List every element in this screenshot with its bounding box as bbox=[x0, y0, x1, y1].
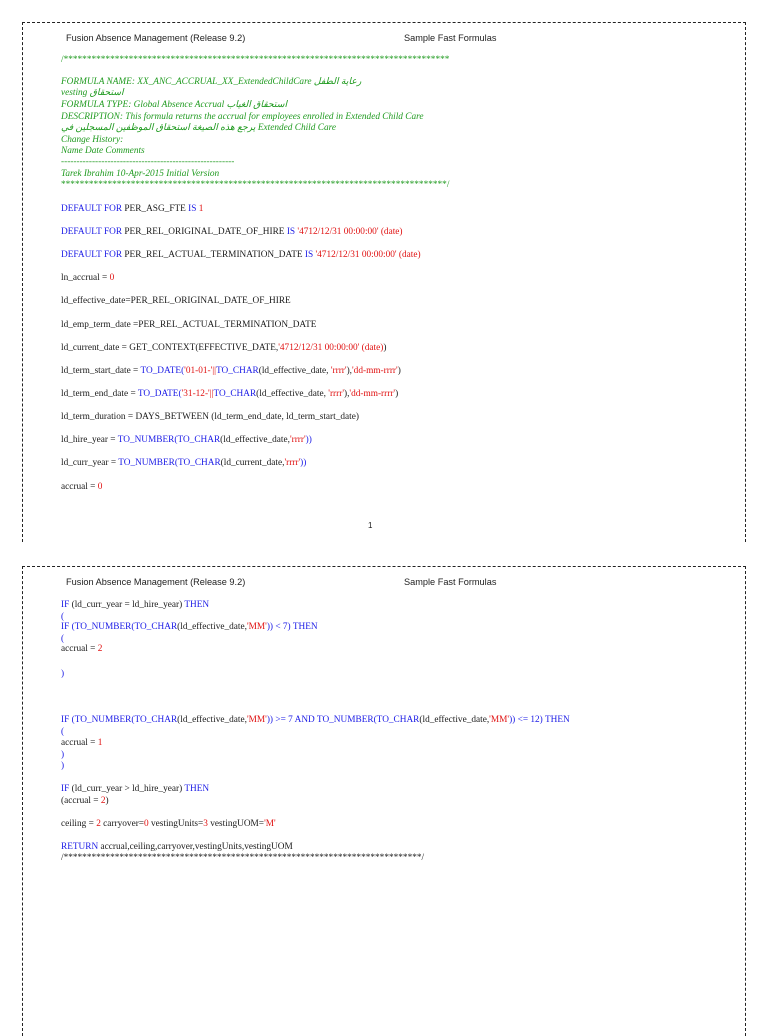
paren-open-2: ( bbox=[61, 634, 65, 644]
paren-close-3: ) bbox=[61, 761, 65, 771]
ld-current-date-line: ld_current_date = GET_CONTEXT(EFFECTIVE_DATE,'4712/12/31 00:00:00' (date)) bbox=[61, 343, 387, 353]
comment-line-formula-type: FORMULA TYPE: Global Absence Accrual استحقاق الغياب bbox=[61, 100, 288, 110]
document-page-1 bbox=[22, 22, 746, 542]
comment-close: ***********************************************************************************/ bbox=[61, 180, 450, 190]
ld-term-duration-line: ld_term_duration = DAYS_BETWEEN (ld_term_end_date, ld_term_start_date) bbox=[61, 412, 359, 422]
if-same-year-line: IF (ld_curr_year = ld_hire_year) THEN bbox=[61, 600, 210, 610]
comment-line-description-ar: يرجع هذه الصيغة استحقاق الموظفين المسجلين في Extended Child Care bbox=[61, 123, 336, 133]
comment-line-version: Tarek Ibrahim 10-Apr-2015 Initial Version bbox=[61, 169, 220, 179]
accrual-1-line: accrual = 1 bbox=[61, 738, 103, 748]
default-term-date-line: DEFAULT FOR PER_REL_ACTUAL_TERMINATION_DATE IS '4712/12/31 00:00:00' (date) bbox=[61, 250, 421, 260]
comment-close: /*****************************************************************************/ bbox=[61, 853, 425, 863]
if-month-lt7-line: IF (TO_NUMBER(TO_CHAR(ld_effective_date,'MM')) < 7) THEN bbox=[61, 622, 318, 632]
paren-close-1: ) bbox=[61, 669, 65, 679]
ln-accrual-line: ln_accrual = 0 bbox=[61, 273, 115, 283]
page-number: 1 bbox=[368, 521, 373, 530]
ld-emp-term-date-line: ld_emp_term_date =PER_REL_ACTUAL_TERMINATION_DATE bbox=[61, 320, 317, 330]
ld-effective-date-line: ld_effective_date=PER_REL_ORIGINAL_DATE_OF_HIRE bbox=[61, 296, 291, 306]
accrual-2-line: accrual = 2 bbox=[61, 644, 103, 654]
ld-curr-year-line: ld_curr_year = TO_NUMBER(TO_CHAR(ld_current_date,'rrrr')) bbox=[61, 458, 307, 468]
header-title: Fusion Absence Management (Release 9.2) bbox=[66, 33, 246, 43]
default-fte-line: DEFAULT FOR PER_ASG_FTE IS 1 bbox=[61, 204, 204, 214]
comment-line-description: DESCRIPTION: This formula returns the accrual for employees enrolled in Extended Child Care bbox=[61, 112, 424, 122]
ceiling-line: ceiling = 2 carryover=0 vestingUnits=3 vestingUOM='M' bbox=[61, 819, 276, 829]
comment-line-vesting: vesting استحقاق bbox=[61, 88, 124, 98]
default-hire-date-line: DEFAULT FOR PER_REL_ORIGINAL_DATE_OF_HIRE IS '4712/12/31 00:00:00' (date) bbox=[61, 227, 403, 237]
document-page-2 bbox=[22, 566, 746, 1036]
accrual-2b-line: (accrual = 2) bbox=[61, 796, 109, 806]
header-subtitle: Sample Fast Formulas bbox=[404, 33, 497, 43]
ld-term-start-date-line: ld_term_start_date = TO_DATE('01-01-'||TO_CHAR(ld_effective_date, 'rrrr'),'dd-mm-rrrr') bbox=[61, 366, 401, 376]
accrual-init-line: accrual = 0 bbox=[61, 482, 103, 492]
comment-line-separator: -------------------------------------------------------- bbox=[61, 157, 235, 167]
ld-hire-year-line: ld_hire_year = TO_NUMBER(TO_CHAR(ld_effective_date,'rrrr')) bbox=[61, 435, 312, 445]
header-title: Fusion Absence Management (Release 9.2) bbox=[66, 577, 246, 587]
return-line: RETURN accrual,ceiling,carryover,vestingUnits,vestingUOM bbox=[61, 842, 293, 852]
comment-line-formula-name: FORMULA NAME: XX_ANC_ACCRUAL_XX_ExtendedChildCare رعاية الطفل bbox=[61, 77, 362, 87]
paren-close-2: ) bbox=[61, 750, 65, 760]
comment-open: /*********************************************************************************** bbox=[61, 55, 450, 65]
paren-open-3: ( bbox=[61, 727, 65, 737]
if-month-range-line: IF (TO_NUMBER(TO_CHAR(ld_effective_date,'MM')) >= 7 AND TO_NUMBER(TO_CHAR(ld_effective_date,'MM')) <= 12) THEN bbox=[61, 715, 570, 725]
header-subtitle: Sample Fast Formulas bbox=[404, 577, 497, 587]
paren-open-1: ( bbox=[61, 612, 65, 622]
ld-term-end-date-line: ld_term_end_date = TO_DATE('31-12-'||TO_CHAR(ld_effective_date, 'rrrr'),'dd-mm-rrrr') bbox=[61, 389, 399, 399]
if-later-year-line: IF (ld_curr_year > ld_hire_year) THEN bbox=[61, 784, 210, 794]
comment-line-change-history: Change History: bbox=[61, 135, 124, 145]
comment-line-columns: Name Date Comments bbox=[61, 146, 145, 156]
